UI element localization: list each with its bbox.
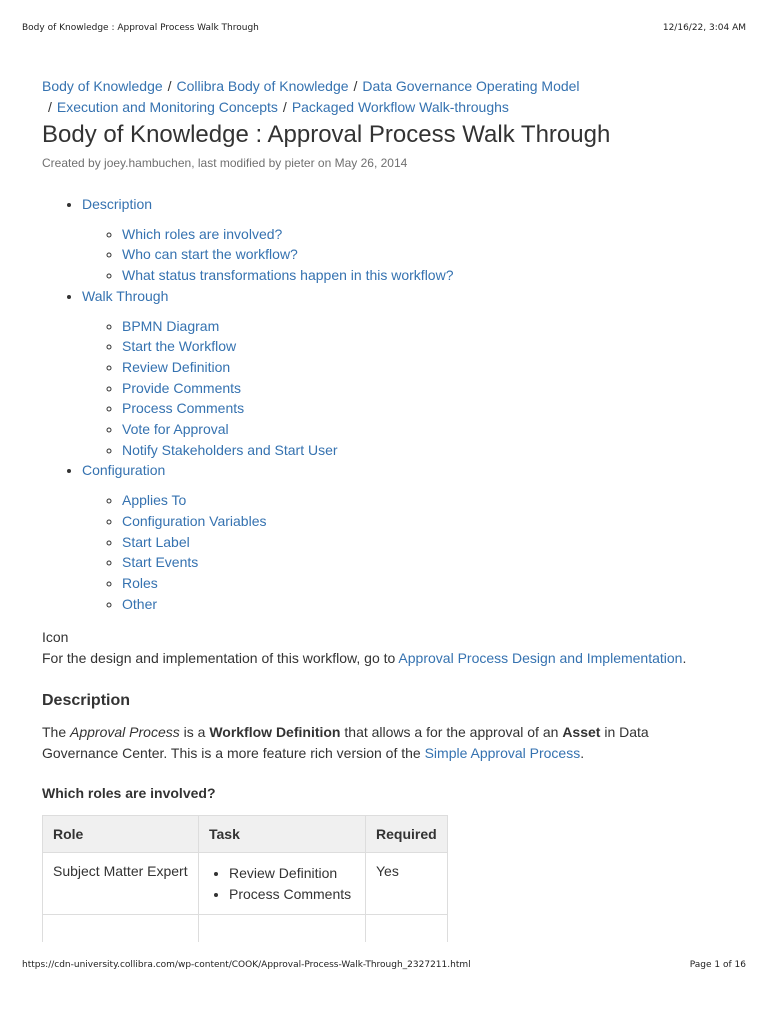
- print-header-datetime: 12/16/22, 3:04 AM: [662, 23, 746, 33]
- toc-subitem: [122, 224, 722, 245]
- breadcrumb-item-body-of-knowledge[interactable]: Body of Knowledge: [42, 78, 163, 94]
- toc-subitem: [122, 573, 722, 594]
- page-content: [42, 76, 722, 966]
- print-footer-url: https://cdn-university.collibra.com/wp-content/COOK/Approval-Process-Walk-Through_2327211.html: [22, 960, 471, 970]
- description-text: The: [42, 724, 71, 741]
- toc-link-which-roles[interactable]: Which roles are involved?: [122, 225, 283, 242]
- breadcrumb-item-execution-and-monitoring-concepts[interactable]: Execution and Monitoring Concepts: [56, 99, 278, 115]
- toc-link-process-comments[interactable]: Process Comments: [122, 400, 245, 417]
- toc-link-other[interactable]: Other: [122, 595, 158, 612]
- toc-link-provide-comments[interactable]: Provide Comments: [122, 379, 242, 396]
- description-strong: Workflow Definition: [209, 724, 341, 741]
- task-item: • Process Comments: [229, 884, 355, 905]
- toc-subitem: [122, 244, 722, 265]
- description-text: .: [580, 744, 585, 761]
- toc-link-roles[interactable]: Roles: [122, 574, 158, 591]
- toc-subitem: [122, 511, 722, 532]
- description-text: that allows a for the approval of an: [340, 724, 563, 741]
- column-header-required: Required: [366, 816, 448, 853]
- toc-link-description[interactable]: Description: [82, 196, 153, 212]
- icon-placeholder-text: Icon: [42, 629, 69, 646]
- toc-sublist: [82, 224, 722, 286]
- breadcrumb-separator: /: [353, 78, 358, 94]
- table-header-row: [43, 816, 448, 853]
- breadcrumb-item-data-governance-operating-model[interactable]: Data Governance Operating Model: [362, 78, 580, 94]
- description-text: in Data Governance Center. This is a more feature rich version of the: [42, 724, 649, 761]
- page-metadata: Created by joey.hambuchen, last modified by pieter on May 26, 2014: [42, 156, 408, 170]
- description-paragraph: [42, 722, 722, 763]
- toc-link-walk-through[interactable]: Walk Through: [82, 287, 169, 304]
- toc-subitem: [122, 440, 722, 461]
- task-list: [209, 863, 355, 904]
- design-reference: [42, 648, 722, 669]
- required-cell: Yes: [366, 853, 448, 915]
- breadcrumb-item-collibra-body-of-knowledge[interactable]: Collibra Body of Knowledge: [176, 78, 349, 94]
- description-strong: Asset: [562, 724, 601, 741]
- toc-subitem: [122, 552, 722, 573]
- toc-item: [82, 460, 722, 614]
- column-header-task: Task: [199, 816, 366, 853]
- toc-link-vote-for-approval[interactable]: Vote for Approval: [122, 421, 229, 438]
- toc-link-configuration-variables[interactable]: Configuration Variables: [122, 512, 267, 529]
- roles-heading: Which roles are involved?: [42, 785, 216, 802]
- toc-link-start-the-workflow[interactable]: Start the Workflow: [122, 338, 237, 355]
- toc-link-who-can-start[interactable]: Who can start the workflow?: [122, 246, 298, 263]
- toc-link-bpmn-diagram[interactable]: BPMN Diagram: [122, 317, 220, 334]
- description-heading: Description: [42, 692, 131, 710]
- breadcrumb-separator: /: [282, 99, 287, 115]
- toc-item: [82, 286, 722, 461]
- toc-subitem: [122, 336, 722, 357]
- toc-link-start-events[interactable]: Start Events: [122, 554, 199, 571]
- toc-subitem: [122, 419, 722, 440]
- toc-link-start-label[interactable]: Start Label: [122, 533, 190, 550]
- design-reference-prefix: For the design and implementation of this workflow, go to: [42, 649, 399, 666]
- task-cell: [199, 853, 366, 915]
- toc-subitem: [122, 594, 722, 615]
- toc-subitem: [122, 398, 722, 419]
- task-item: • Review Definition: [229, 863, 355, 884]
- breadcrumb-separator: /: [48, 99, 52, 115]
- column-header-role: Role: [43, 816, 199, 853]
- toc-link-configuration[interactable]: Configuration: [82, 462, 166, 479]
- design-reference-suffix: .: [682, 649, 687, 666]
- toc-link-review-definition[interactable]: Review Definition: [122, 358, 231, 375]
- toc-link-applies-to[interactable]: Applies To: [122, 492, 187, 509]
- table-row: [43, 853, 448, 915]
- toc-link-status-transformations[interactable]: What status transformations happen in this workflow?: [122, 267, 454, 284]
- toc-subitem: [122, 357, 722, 378]
- breadcrumb-item-packaged-workflow-walk-throughs[interactable]: Packaged Workflow Walk-throughs: [291, 99, 509, 115]
- print-header-title: Body of Knowledge : Approval Process Walk Through: [22, 23, 259, 33]
- toc-item: [82, 194, 722, 286]
- breadcrumb-separator: /: [167, 78, 172, 94]
- toc-subitem: [122, 316, 722, 337]
- description-emphasis: Approval Process: [70, 724, 180, 741]
- description-text: is a: [179, 724, 210, 741]
- toc-subitem: [122, 378, 722, 399]
- page-title: Body of Knowledge : Approval Process Walk Through: [42, 121, 611, 148]
- toc-sublist: [82, 490, 722, 614]
- toc-sublist: [82, 316, 722, 461]
- toc-subitem: [122, 532, 722, 553]
- toc-subitem: [122, 490, 722, 511]
- breadcrumb: [42, 76, 722, 118]
- role-cell: Subject Matter Expert: [43, 853, 199, 915]
- page-break-mask: [0, 942, 768, 1024]
- table-of-contents: [42, 194, 722, 614]
- print-footer: [22, 960, 746, 970]
- toc-link-notify-stakeholders[interactable]: Notify Stakeholders and Start User: [122, 441, 338, 458]
- print-header: [22, 23, 746, 33]
- toc-subitem: [122, 265, 722, 286]
- design-implementation-link[interactable]: Approval Process Design and Implementation: [398, 649, 683, 666]
- print-footer-page-number: Page 1 of 16: [689, 960, 746, 970]
- simple-approval-process-link[interactable]: Simple Approval Process: [424, 744, 581, 761]
